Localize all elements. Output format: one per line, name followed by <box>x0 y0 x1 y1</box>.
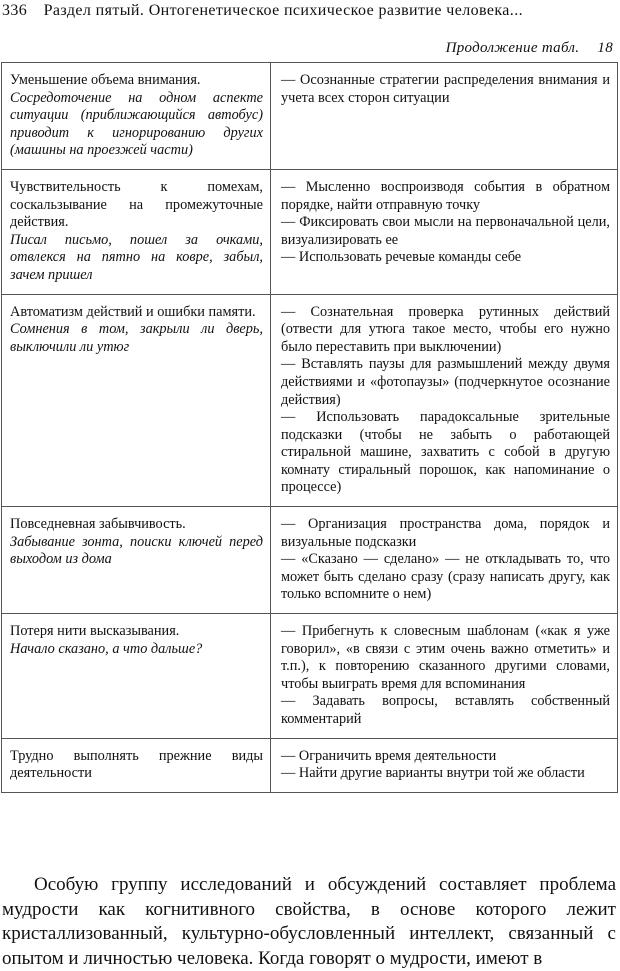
strategy-item: — Ограничить время деятельности <box>281 747 497 764</box>
strategy-cell <box>271 738 618 792</box>
problem-text: Трудно выполнять прежние виды деятельности <box>10 747 263 782</box>
strategy-item: — Фиксировать свои мысли на первоначальной цели, визуализировать ее <box>281 214 610 248</box>
strategy-cell <box>271 169 618 294</box>
problem-cell <box>2 507 271 614</box>
strategy-item: — Вставлять паузы для размышлений между двумя действиями и «фотопаузы» (подчеркнутое осознание действия) <box>281 356 610 408</box>
strategy-item: — Прибегнуть к словесным шаблонам («как я уже говорил», «в связи с этим очень важно отметить» и т.п.), к повторению сказанного другими словами, чтобы выиграть время для вспоминания <box>281 623 610 692</box>
strategy-item: — Найти другие варианты внутри той же области <box>281 765 585 782</box>
problem-text: Повседневная забывчивость. <box>10 516 186 533</box>
example-text: Забывание зонта, поиски ключей перед выходом из дома <box>10 533 263 568</box>
problem-text: Потеря нити высказывания. <box>10 623 180 640</box>
strategy-cell <box>271 507 618 614</box>
strategy-cell <box>271 294 618 507</box>
problem-text: Автоматизм действий и ошибки памяти. <box>10 303 256 320</box>
running-title: Раздел пятый. Онтогенетическое психическое развитие человека... <box>43 2 523 19</box>
strategy-item: — Задавать вопросы, вставлять собственный комментарий <box>281 693 610 727</box>
table-row <box>2 738 618 792</box>
strategy-item: — Использовать парадоксальные зрительные подсказки (чтобы не забыть о работающей стиральной машине, захватить с собой в другую комнату стиральный порошок, как напоминание о процессе) <box>281 409 610 496</box>
table-row <box>2 507 618 614</box>
example-text: Начало сказано, а что дальше? <box>10 640 203 657</box>
page-number: 336 <box>2 2 28 19</box>
example-text: Сомнения в том, закрыли ли дверь, выключили ли утюг <box>10 321 263 355</box>
table-row <box>2 169 618 294</box>
problem-text: Чувствительность к помехам, соскальзывание на промежуточные действия. <box>10 178 263 231</box>
memory-strategies-table <box>1 62 618 793</box>
strategy-item: — Использовать речевые команды себе <box>281 249 522 266</box>
table-row <box>2 63 618 170</box>
problem-cell <box>2 614 271 739</box>
table-row <box>2 294 618 507</box>
strategy-item: — Организация пространства дома, порядок и визуальные подсказки <box>281 516 610 550</box>
running-head <box>2 2 523 20</box>
problem-cell <box>2 63 271 170</box>
continuation-text: Продолжение табл. <box>445 40 580 56</box>
example-text: Сосредоточение на одном аспекте ситуации (приближающийся автобус) приводит к игнорированию других (машины на проезжей части) <box>10 89 263 159</box>
strategy-cell <box>271 63 618 170</box>
body-paragraph: Особую группу исследований и обсуждений составляет проблема мудрости как когнитивного свойства, в основе которого лежит кристаллизованный, культурно-обусловленный интеллект, связанный с опытом и личностью человека. Когда говорят о мудрости, имеют в <box>2 874 616 969</box>
table-number: 18 <box>597 40 613 56</box>
problem-cell <box>2 294 271 507</box>
problem-cell <box>2 738 271 792</box>
table-continuation-label <box>446 40 613 57</box>
strategy-cell <box>271 614 618 739</box>
problem-text: Уменьшение объема внимания. <box>10 72 201 88</box>
table-row <box>2 614 618 739</box>
example-text: Писал письмо, пошел за очками, отвлекся на пятно на ковре, забыл, зачем пришел <box>10 231 263 283</box>
strategy-item: — Сознательная проверка рутинных действий (отвести для утюга такое место, чтобы его нужно было переставить при выключении) <box>281 303 610 355</box>
strategy-item: — Мысленно воспроизводя события в обратном порядке, найти отправную точку <box>281 178 610 213</box>
strategy-item: — Осознанные стратегии распределения внимания и учета всех сторон ситуации <box>281 72 610 106</box>
strategy-item: — «Сказано — сделано» — не откладывать то, что может быть сделано сразу (сразу написать другу, как только вспомните о нем) <box>281 551 610 603</box>
problem-cell <box>2 169 271 294</box>
